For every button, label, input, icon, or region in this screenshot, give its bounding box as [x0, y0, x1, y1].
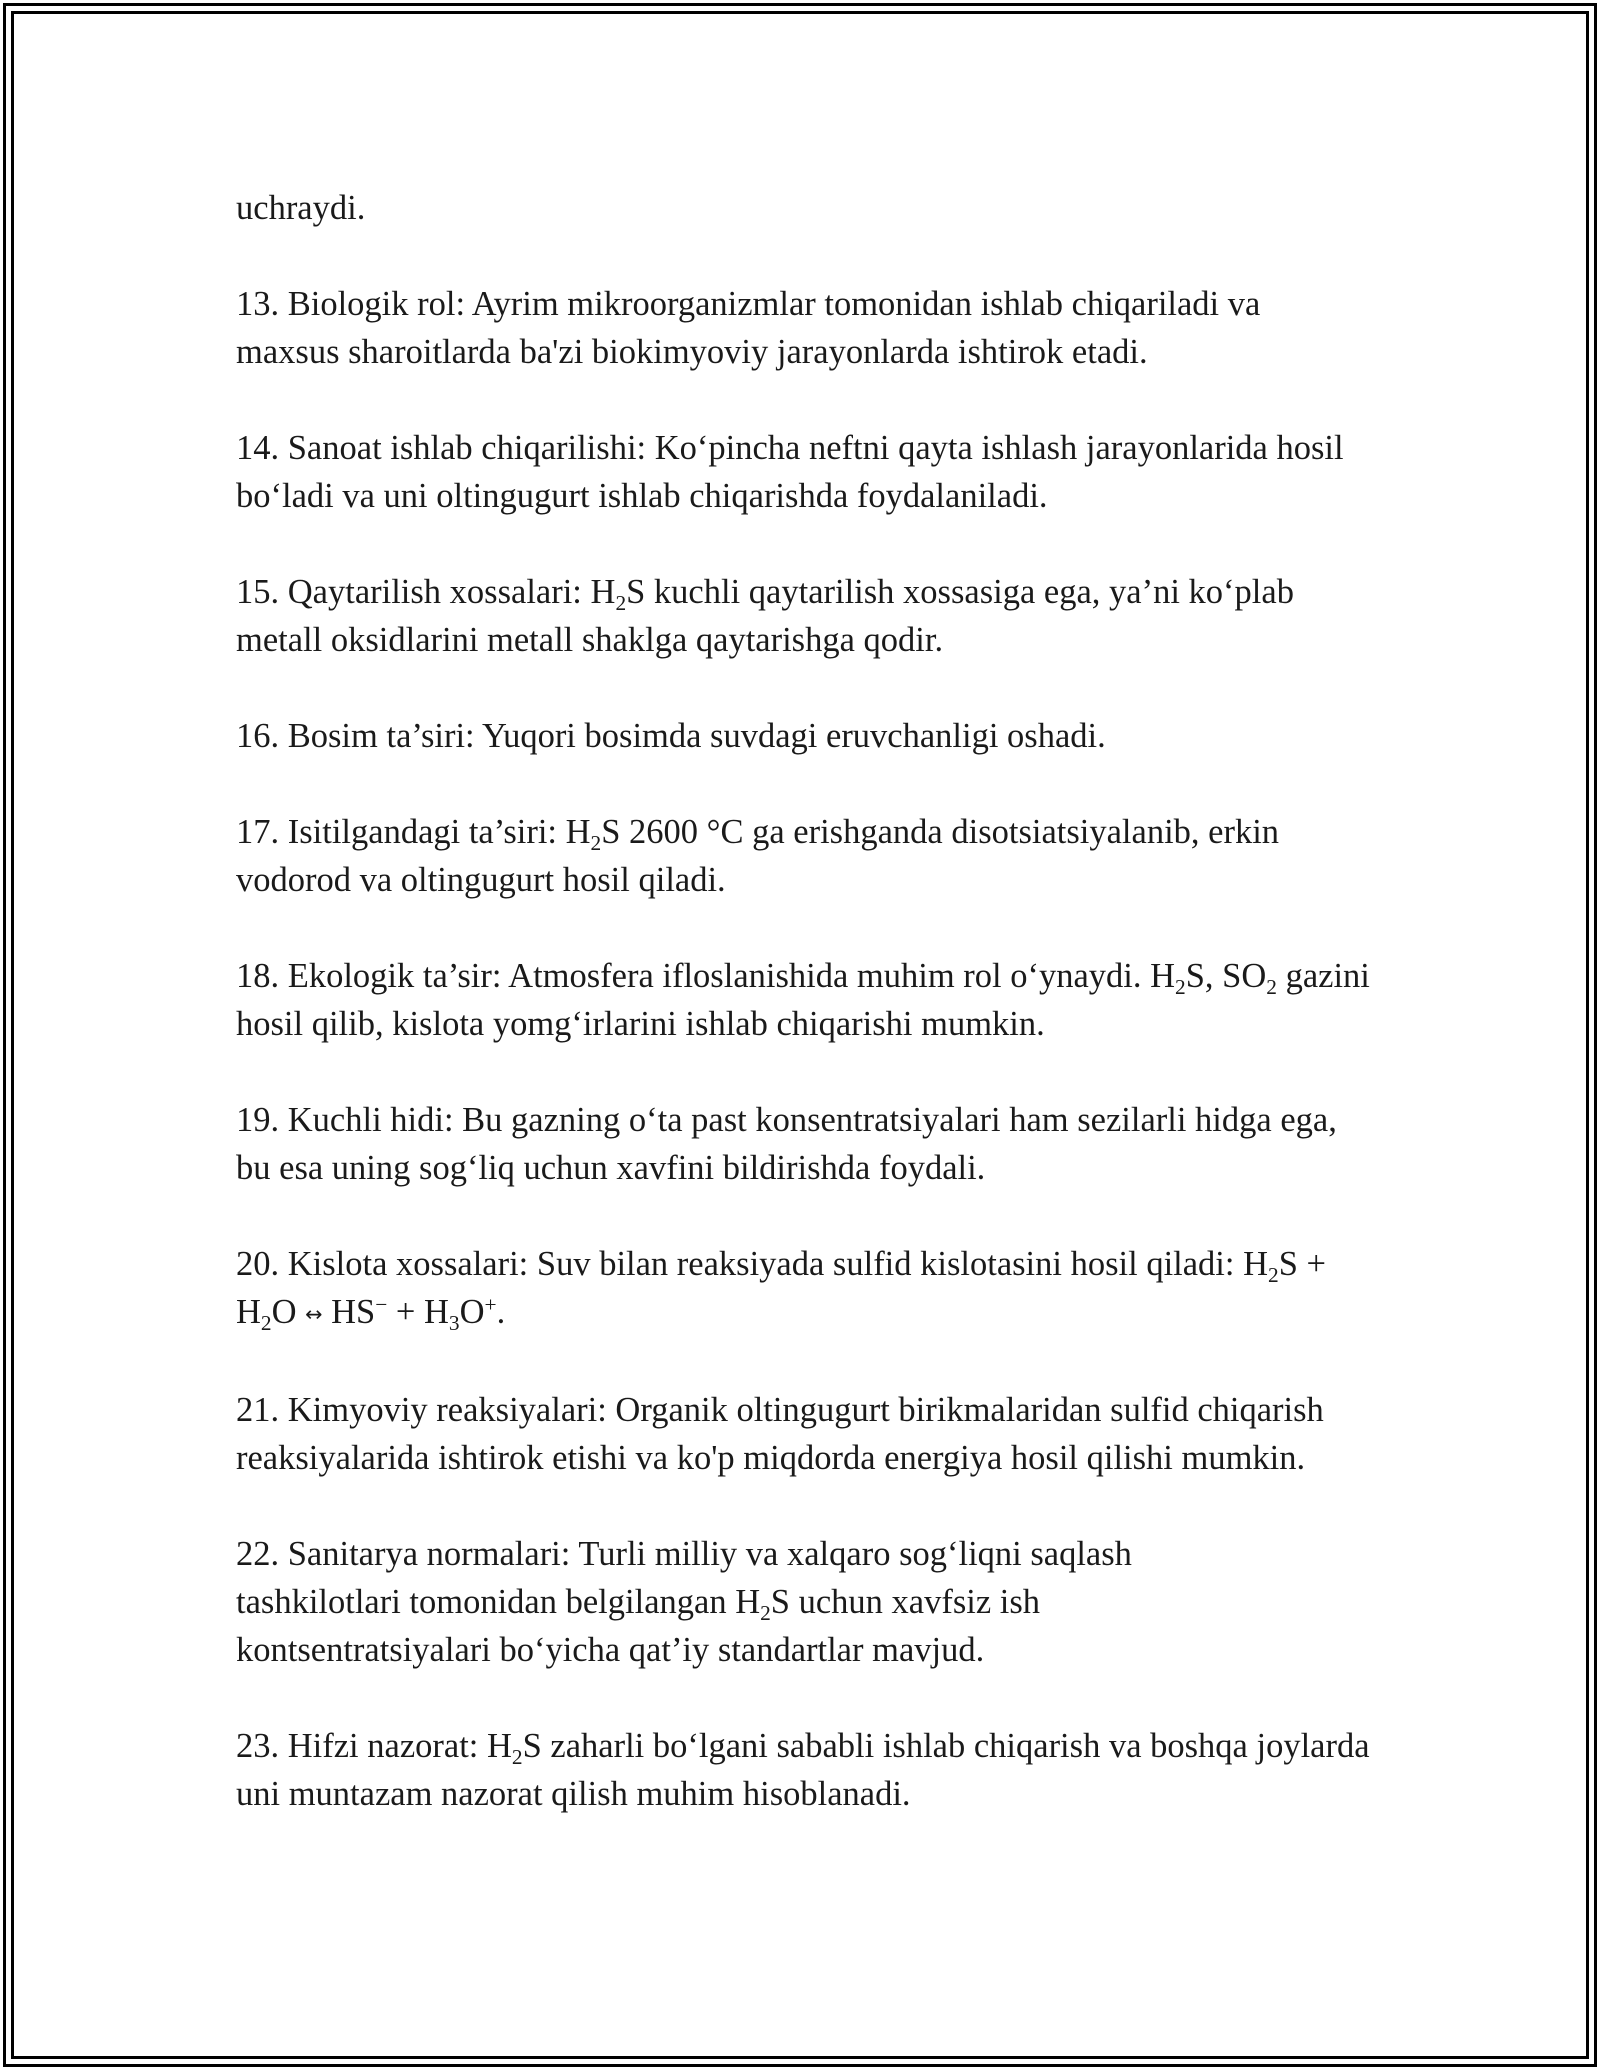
- subscript: 2: [511, 1744, 523, 1769]
- list-item-text: S uchun xavfsiz ish kontsentratsiyalari bo‘yicha qat’iy standartlar mavjud.: [236, 1582, 1041, 1669]
- superscript: −: [375, 1292, 388, 1317]
- list-item-text: 13. Biologik rol: Ayrim mikroorganizmlar tomonidan ishlab chiqariladi va maxsus sharoitlarda ba'zi biokimyoviy jarayonlarda ishtirok etadi.: [236, 285, 1261, 371]
- list-item-22: [236, 1530, 1236, 1674]
- continuation-paragraph: [236, 184, 1376, 232]
- list-item-text: gazini hosil qilib, kislota yomg‘irlarini ishlab chiqarishi mumkin.: [236, 957, 1370, 1043]
- list-item-17: [236, 808, 1376, 904]
- list-item-text: 21. Kimyoviy reaksiyalari: Organik oltingugurt birikmalaridan sulfid chiqarish reaksiyalarida ishtirok etishi va ko'p miqdorda energiya hosil qilishi mumkin.: [236, 1390, 1324, 1477]
- subscript: 2: [1266, 974, 1277, 999]
- subscript: 2: [1268, 1262, 1279, 1287]
- list-item-text: O: [459, 1293, 485, 1331]
- list-item-16: [236, 712, 1376, 760]
- list-item-21: [236, 1386, 1356, 1482]
- list-item-text: 14. Sanoat ishlab chiqarilishi: Ko‘pincha neftni qayta ishlash jarayonlarida hosil bo‘ladi va uni oltingugurt ishlab chiqarishda foydalaniladi.: [236, 429, 1344, 515]
- list-item-text: S + H: [236, 1245, 1326, 1331]
- list-item-20: [236, 1240, 1376, 1338]
- list-item-text: .: [496, 1293, 506, 1331]
- subscript: 2: [260, 1310, 272, 1335]
- list-item-19: [236, 1096, 1356, 1192]
- continuation-text: uchraydi.: [236, 189, 366, 227]
- subscript: 2: [760, 1600, 771, 1625]
- list-item-13: [236, 280, 1336, 376]
- list-item-14: [236, 424, 1356, 520]
- list-item-text: 22. Sanitarya normalari: Turli milliy va xalqaro sog‘liqni saqlash tashkilotlari tomonidan belgilangan H: [236, 1534, 1132, 1621]
- subscript: 2: [590, 830, 602, 855]
- list-item-text: + H: [387, 1293, 449, 1331]
- list-item-text: 17. Isitilgandagi ta’siri: H: [236, 813, 591, 851]
- list-item-18: [236, 952, 1376, 1048]
- superscript: +: [484, 1292, 497, 1317]
- list-item-text: 23. Hifzi nazorat: H: [236, 1726, 512, 1765]
- list-item-text: HS: [322, 1293, 376, 1331]
- list-item-text: O: [271, 1293, 306, 1331]
- list-item-text: 20. Kislota xossalari: Suv bilan reaksiyada sulfid kislotasini hosil qiladi: H: [236, 1245, 1269, 1283]
- list-item-text: S zaharli bo‘lgani sababli ishlab chiqarish va boshqa joylarda uni muntazam nazorat qilish muhim hisoblanadi.: [236, 1726, 1370, 1813]
- list-item-text: S, SO: [1185, 957, 1267, 995]
- list-item-text: 19. Kuchli hidi: Bu gazning o‘ta past konsentratsiyalari ham sezilarli hidga ega, bu esa uning sog‘liq uchun xavfini bildirishda foydali.: [236, 1101, 1337, 1187]
- subscript: 3: [448, 1310, 460, 1335]
- list-item-23: [236, 1722, 1376, 1818]
- list-item-text: 15. Qaytarilish xossalari: H: [236, 573, 616, 611]
- subscript: 2: [1175, 974, 1186, 999]
- equilibrium-arrow-icon: ↔: [305, 1301, 323, 1326]
- list-item-text: S kuchli qaytarilish xossasiga ega, ya’ni ko‘plab metall oksidlarini metall shaklga qaytarishga qodir.: [236, 573, 1294, 659]
- list-item-text: 16. Bosim ta’siri: Yuqori bosimda suvdagi eruvchanligi oshadi.: [236, 717, 1106, 755]
- list-item-text: S 2600 °C ga erishganda disotsiatsiyalanib, erkin vodorod va oltingugurt hosil qiladi.: [236, 813, 1280, 899]
- subscript: 2: [615, 590, 627, 615]
- document-body: [236, 184, 1376, 1866]
- list-item-15: [236, 568, 1376, 664]
- list-item-text: 18. Ekologik ta’sir: Atmosfera ifloslanishida muhim rol o‘ynaydi. H: [236, 957, 1176, 995]
